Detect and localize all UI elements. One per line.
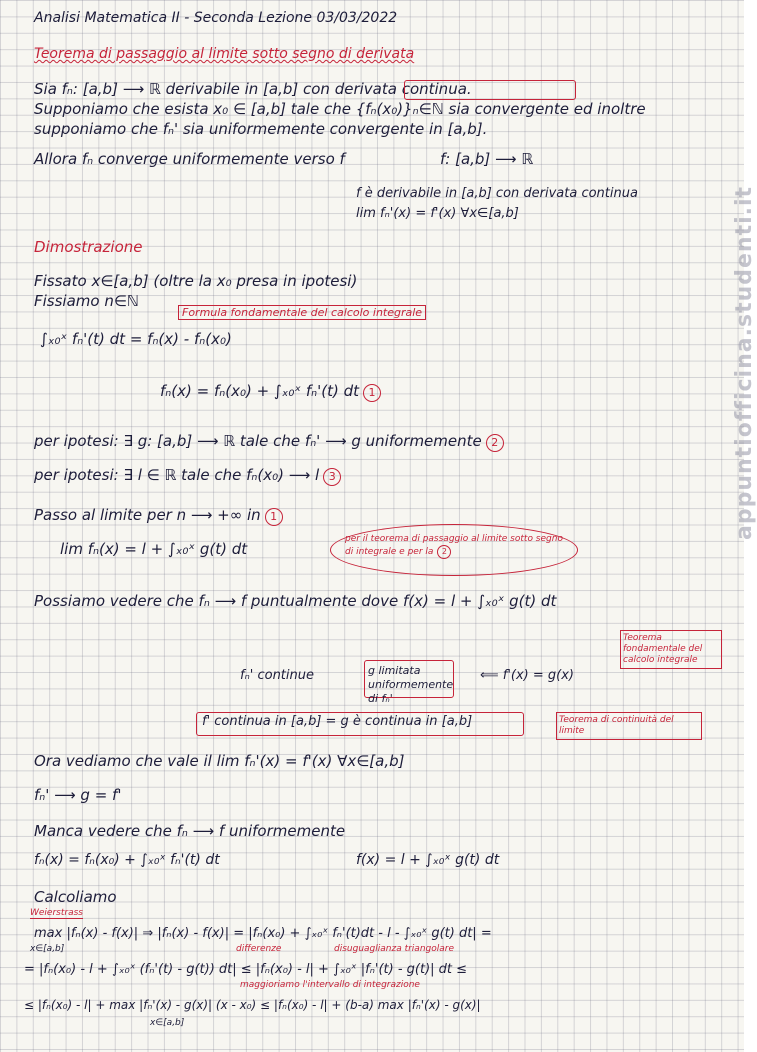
margin-note: maggioriamo l'intervallo di integrazione — [240, 980, 420, 990]
equation: lim fₙ(x) = l + ∫ₓ₀ˣ g(t) dt — [60, 540, 248, 558]
margin-note: Formula fondamentale del calcolo integrale — [178, 305, 426, 320]
page-title: Analisi Matematica II - Seconda Lezione 03/03/2022 — [34, 10, 398, 26]
margin-note: differenze — [236, 944, 282, 954]
hypothesis-line: Supponiamo che esista x₀ ∈ [a,b] tale che {fₙ(x₀)}ₙ∈ℕ sia convergente ed inoltre — [34, 100, 646, 118]
margin-note: per il teorema di passaggio al limite sotto segno di integrale e per la 2 — [345, 534, 563, 557]
equation: fₙ(x) = fₙ(x₀) + ∫ₓ₀ˣ fₙ'(t) dt — [34, 852, 220, 868]
proof-line: ⟸ f'(x) = g(x) — [480, 668, 575, 683]
proof-line: Fissiamo n∈ℕ — [34, 292, 139, 310]
thesis-line: Allora fₙ converge uniformemente verso f — [34, 150, 345, 168]
thesis-line: f è derivabile in [a,b] con derivata continua — [356, 186, 638, 201]
equation: f(x) = l + ∫ₓ₀ˣ g(t) dt — [356, 852, 500, 868]
equation: ∫ₓ₀ˣ fₙ'(t) dt = fₙ(x) - fₙ(x₀) — [40, 330, 232, 348]
margin-note: Teorema di continuità del limite — [556, 712, 702, 740]
margin-note: Teorema fondamentale del calcolo integrale — [620, 630, 722, 669]
equation-subscript: x∈[a,b] — [150, 1018, 185, 1028]
equation-tag: 2 — [437, 545, 451, 559]
proof-line: g limitata uniformemente di fₙ' — [368, 664, 454, 705]
equation: fₙ' ⟶ g = f' — [34, 786, 122, 804]
hypothesis-line: supponiamo che fₙ' sia uniformemente convergente in [a,b]. — [34, 120, 488, 138]
equation: fₙ(x) = fₙ(x₀) + ∫ₓ₀ˣ fₙ'(t) dt 1 — [160, 382, 381, 402]
proof-line: Manca vedere che fₙ ⟶ f uniformemente — [34, 822, 346, 840]
highlight-box — [404, 80, 576, 100]
proof-line: Passo al limite per n ⟶ +∞ in 1 — [34, 506, 283, 526]
watermark: appuntiofficina.studenti.it — [732, 185, 757, 540]
section-heading: Dimostrazione — [34, 238, 143, 256]
thesis-f-def: f: [a,b] ⟶ ℝ — [440, 150, 534, 168]
proof-line: fₙ' continue — [240, 668, 314, 683]
equation: f' continua in [a,b] = g è continua in [a,b] — [202, 714, 473, 729]
equation: max |fₙ(x) - f(x)| ⇒ |fₙ(x) - f(x)| = |fₙ(x₀) + ∫ₓ₀ˣ fₙ'(t)dt - l - ∫ₓ₀ˣ g(t) dt| = — [34, 926, 492, 941]
proof-line: per ipotesi: ∃ l ∈ ℝ tale che fₙ(x₀) ⟶ l 3 — [34, 466, 341, 486]
hypothesis-line: Sia fₙ: [a,b] ⟶ ℝ derivabile in [a,b] con derivata continua. — [34, 80, 472, 98]
margin-note: Weierstrass — [30, 908, 83, 918]
equation-tag: 1 — [363, 384, 381, 402]
equation: = |fₙ(x₀) - l + ∫ₓ₀ˣ (fₙ'(t) - g(t)) dt| ≤ |fₙ(x₀) - l| + ∫ₓ₀ˣ |fₙ'(t) - g(t)| dt ≤ — [24, 962, 468, 977]
proof-line: Calcoliamo — [34, 888, 117, 906]
equation-tag: 1 — [265, 508, 283, 526]
equation-subscript: x∈[a,b] — [30, 944, 65, 954]
thesis-line: lim fₙ'(x) = f'(x) ∀x∈[a,b] — [356, 206, 519, 221]
equation: ≤ |fₙ(x₀) - l| + max |fₙ'(x) - g(x)| (x - x₀) ≤ |fₙ(x₀) - l| + (b-a) max |fₙ'(x) - g(x)| — [24, 998, 481, 1012]
margin-note: disuguaglianza triangolare — [334, 944, 454, 954]
proof-line: Possiamo vedere che fₙ ⟶ f puntualmente dove f(x) = l + ∫ₓ₀ˣ g(t) dt — [34, 592, 557, 610]
proof-line: Ora vediamo che vale il lim fₙ'(x) = f'(x) ∀x∈[a,b] — [34, 752, 405, 770]
theorem-title: Teorema di passaggio al limite sotto segno di derivata — [34, 46, 415, 62]
equation-tag: 2 — [486, 434, 504, 452]
equation-tag: 3 — [323, 468, 341, 486]
proof-line: Fissato x∈[a,b] (oltre la x₀ presa in ipotesi) — [34, 272, 358, 290]
proof-line: per ipotesi: ∃ g: [a,b] ⟶ ℝ tale che fₙ' ⟶ g uniformemente 2 — [34, 432, 504, 452]
